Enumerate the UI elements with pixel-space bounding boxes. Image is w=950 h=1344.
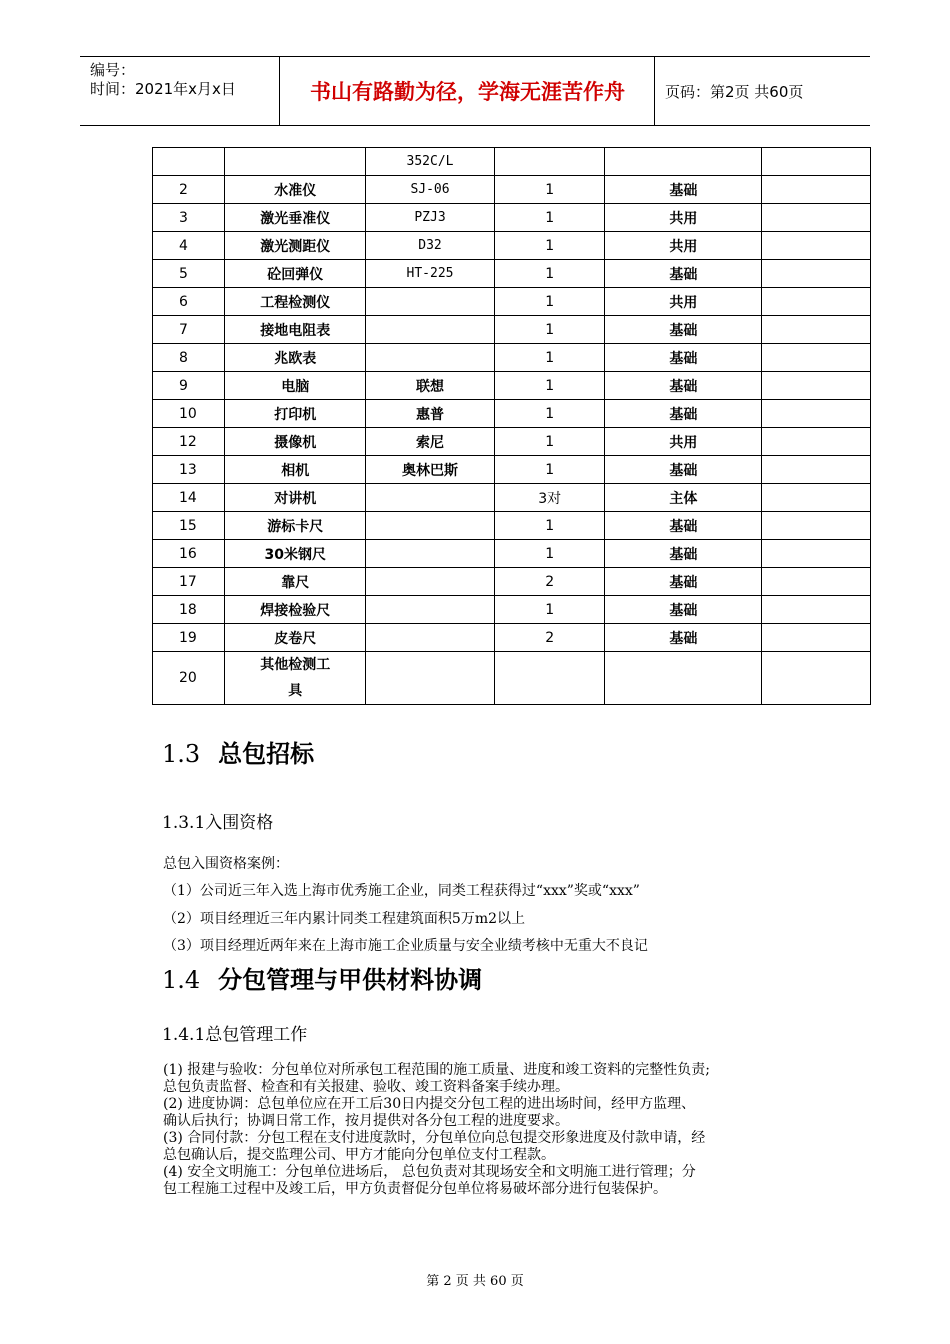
row-number-cell: 7 xyxy=(153,316,225,344)
model-cell xyxy=(366,288,495,316)
table-row xyxy=(153,344,871,372)
model-cell: 奥林巴斯 xyxy=(366,456,495,484)
model-cell xyxy=(366,652,495,705)
model-cell xyxy=(366,316,495,344)
table-row xyxy=(153,512,871,540)
usage-type-cell: 基础 xyxy=(605,260,762,288)
table-row xyxy=(153,568,871,596)
note-cell xyxy=(762,512,871,540)
usage-type-cell: 基础 xyxy=(605,400,762,428)
quantity-cell: 1 xyxy=(494,400,605,428)
quantity-cell: 1 xyxy=(494,596,605,624)
note-cell xyxy=(762,316,871,344)
row-number-cell: 6 xyxy=(153,288,225,316)
qualification-item-1: （1）公司近三年入选上海市优秀施工企业，同类工程获得过“xxx”奖或“xxx” xyxy=(163,883,640,899)
qualification-item-3: （3）项目经理近两年来在上海市施工企业质量与安全业绩考核中无重大不良记 xyxy=(163,938,648,954)
note-cell xyxy=(762,652,871,705)
table-row xyxy=(153,624,871,652)
item-name-cell: 砼回弹仪 xyxy=(225,260,366,288)
row-number-cell: 12 xyxy=(153,428,225,456)
quantity-cell: 1 xyxy=(494,540,605,568)
row-number-cell: 13 xyxy=(153,456,225,484)
note-cell xyxy=(762,596,871,624)
table-row xyxy=(153,540,871,568)
usage-type-cell: 共用 xyxy=(605,204,762,232)
usage-type-cell: 基础 xyxy=(605,456,762,484)
usage-type-cell: 基础 xyxy=(605,568,762,596)
item-name-cell: 对讲机 xyxy=(225,484,366,512)
item-name-cell: 打印机 xyxy=(225,400,366,428)
quantity-cell: 1 xyxy=(494,204,605,232)
quantity-cell xyxy=(494,148,605,176)
model-cell xyxy=(366,596,495,624)
header-time: 时间：2021年x月x日 xyxy=(90,80,236,98)
row-number-cell: 9 xyxy=(153,372,225,400)
table-row xyxy=(153,288,871,316)
quantity-cell: 2 xyxy=(494,568,605,596)
note-cell xyxy=(762,456,871,484)
item-name-cell xyxy=(225,148,366,176)
usage-type-cell xyxy=(605,148,762,176)
model-cell: 352C/L xyxy=(366,148,495,176)
equipment-table-body xyxy=(153,148,871,705)
subsection-1-4-1-heading: 1.4.1总包管理工作 xyxy=(162,1025,308,1045)
management-line: (4) 安全文明施工：分包单位进场后， 总包负责对其现场安全和文明施工进行管理；分 xyxy=(163,1164,696,1180)
model-cell xyxy=(366,568,495,596)
item-name-cell: 靠尺 xyxy=(225,568,366,596)
model-cell xyxy=(366,624,495,652)
row-number-cell: 18 xyxy=(153,596,225,624)
row-number-cell: 2 xyxy=(153,176,225,204)
note-cell xyxy=(762,148,871,176)
item-name-cell: 游标卡尺 xyxy=(225,512,366,540)
note-cell xyxy=(762,428,871,456)
row-number-cell: 8 xyxy=(153,344,225,372)
item-name-cell: 30米钢尺 xyxy=(225,540,366,568)
model-cell xyxy=(366,512,495,540)
row-number-cell: 15 xyxy=(153,512,225,540)
row-number-cell: 14 xyxy=(153,484,225,512)
model-cell xyxy=(366,344,495,372)
row-number-cell: 10 xyxy=(153,400,225,428)
table-row xyxy=(153,456,871,484)
quantity-cell: 1 xyxy=(494,260,605,288)
item-name-cell: 焊接检验尺 xyxy=(225,596,366,624)
quantity-cell: 1 xyxy=(494,316,605,344)
usage-type-cell: 基础 xyxy=(605,344,762,372)
section-title: 分包管理与甲供材料协调 xyxy=(218,966,483,994)
header-motto: 书山有路勤为径，学海无涯苦作舟 xyxy=(281,57,655,125)
quantity-cell: 3对 xyxy=(494,484,605,512)
equipment-table xyxy=(152,147,871,705)
table-row xyxy=(153,204,871,232)
usage-type-cell: 主体 xyxy=(605,484,762,512)
header-page-label: 页码：第2页 共60页 xyxy=(665,82,804,101)
table-row xyxy=(153,232,871,260)
row-number-cell: 20 xyxy=(153,652,225,705)
header-number: 编号： xyxy=(90,61,136,79)
usage-type-cell: 基础 xyxy=(605,540,762,568)
item-name-cell: 皮卷尺 xyxy=(225,624,366,652)
subsection-1-3-1-heading: 1.3.1入围资格 xyxy=(162,813,274,833)
management-line: (2) 进度协调：总包单位应在开工后30日内提交分包工程的进出场时间，经甲方监理、 xyxy=(163,1096,696,1112)
table-row xyxy=(153,372,871,400)
header-meta xyxy=(80,57,280,125)
table-row xyxy=(153,316,871,344)
qualification-intro: 总包入围资格案例： xyxy=(163,856,289,872)
table-row xyxy=(153,596,871,624)
management-line: 包工程施工过程中及竣工后，甲方负责督促分包单位将易破坏部分进行包装保护。 xyxy=(163,1181,667,1197)
note-cell xyxy=(762,260,871,288)
note-cell xyxy=(762,568,871,596)
section-number: 1.4 xyxy=(162,966,201,994)
model-cell xyxy=(366,484,495,512)
note-cell xyxy=(762,400,871,428)
usage-type-cell: 基础 xyxy=(605,176,762,204)
item-name-cell: 电脑 xyxy=(225,372,366,400)
usage-type-cell: 基础 xyxy=(605,512,762,540)
item-name-cell: 工程检测仪 xyxy=(225,288,366,316)
usage-type-cell xyxy=(605,652,762,705)
note-cell xyxy=(762,484,871,512)
row-number-cell: 5 xyxy=(153,260,225,288)
model-cell xyxy=(366,540,495,568)
quantity-cell: 1 xyxy=(494,512,605,540)
row-number-cell: 4 xyxy=(153,232,225,260)
section-number: 1.3 xyxy=(162,740,201,768)
section-1-4-heading xyxy=(162,960,482,995)
quantity-cell: 1 xyxy=(494,372,605,400)
page-footer: 第 2 页 共 60 页 xyxy=(426,1274,524,1289)
quantity-cell: 1 xyxy=(494,456,605,484)
table-row xyxy=(153,484,871,512)
item-name-cell: 相机 xyxy=(225,456,366,484)
model-cell: PZJ3 xyxy=(366,204,495,232)
note-cell xyxy=(762,288,871,316)
row-number-cell: 17 xyxy=(153,568,225,596)
management-line: 总包负责监督、检查和有关报建、验收、竣工资料备案手续办理。 xyxy=(163,1079,569,1095)
quantity-cell: 1 xyxy=(494,176,605,204)
note-cell xyxy=(762,540,871,568)
model-cell: SJ-06 xyxy=(366,176,495,204)
quantity-cell: 1 xyxy=(494,428,605,456)
usage-type-cell: 共用 xyxy=(605,232,762,260)
model-cell: D32 xyxy=(366,232,495,260)
quantity-cell: 2 xyxy=(494,624,605,652)
table-row xyxy=(153,148,871,176)
page-header xyxy=(80,56,870,126)
section-1-3-heading xyxy=(162,734,314,769)
row-number-cell xyxy=(153,148,225,176)
quantity-cell: 1 xyxy=(494,288,605,316)
table-row xyxy=(153,260,871,288)
note-cell xyxy=(762,344,871,372)
model-cell: 惠普 xyxy=(366,400,495,428)
table-row xyxy=(153,400,871,428)
item-name-cell: 水准仪 xyxy=(225,176,366,204)
note-cell xyxy=(762,176,871,204)
management-line: 确认后执行；协调日常工作，按月提供对各分包工程的进度要求。 xyxy=(163,1113,569,1129)
qualification-item-2: （2）项目经理近三年内累计同类工程建筑面积5万m2以上 xyxy=(163,911,525,927)
usage-type-cell: 基础 xyxy=(605,624,762,652)
section-title: 总包招标 xyxy=(218,740,315,768)
management-line: (3) 合同付款：分包工程在支付进度款时，分包单位向总包提交形象进度及付款申请，经 xyxy=(163,1130,706,1146)
table-row xyxy=(153,176,871,204)
note-cell xyxy=(762,372,871,400)
usage-type-cell: 基础 xyxy=(605,316,762,344)
quantity-cell: 1 xyxy=(494,232,605,260)
quantity-cell: 1 xyxy=(494,344,605,372)
model-cell: HT-225 xyxy=(366,260,495,288)
table-row xyxy=(153,428,871,456)
item-name-cell: 激光测距仪 xyxy=(225,232,366,260)
note-cell xyxy=(762,232,871,260)
usage-type-cell: 基础 xyxy=(605,372,762,400)
management-line: (1) 报建与验收：分包单位对所承包工程范围的施工质量、进度和竣工资料的完整性负责; xyxy=(163,1062,710,1078)
row-number-cell: 16 xyxy=(153,540,225,568)
usage-type-cell: 共用 xyxy=(605,428,762,456)
management-line: 总包确认后，提交监理公司、甲方才能向分包单位支付工程款。 xyxy=(163,1147,555,1163)
note-cell xyxy=(762,624,871,652)
item-name-cell: 激光垂准仪 xyxy=(225,204,366,232)
item-name-cell: 兆欧表 xyxy=(225,344,366,372)
row-number-cell: 3 xyxy=(153,204,225,232)
item-name-cell: 摄像机 xyxy=(225,428,366,456)
usage-type-cell: 基础 xyxy=(605,596,762,624)
model-cell: 索尼 xyxy=(366,428,495,456)
row-number-cell: 19 xyxy=(153,624,225,652)
table-row xyxy=(153,652,871,705)
note-cell xyxy=(762,204,871,232)
item-name-cell: 其他检测工具 xyxy=(225,652,366,705)
management-text-block xyxy=(163,1062,791,1198)
item-name-cell: 接地电阻表 xyxy=(225,316,366,344)
quantity-cell xyxy=(494,652,605,705)
usage-type-cell: 共用 xyxy=(605,288,762,316)
model-cell: 联想 xyxy=(366,372,495,400)
